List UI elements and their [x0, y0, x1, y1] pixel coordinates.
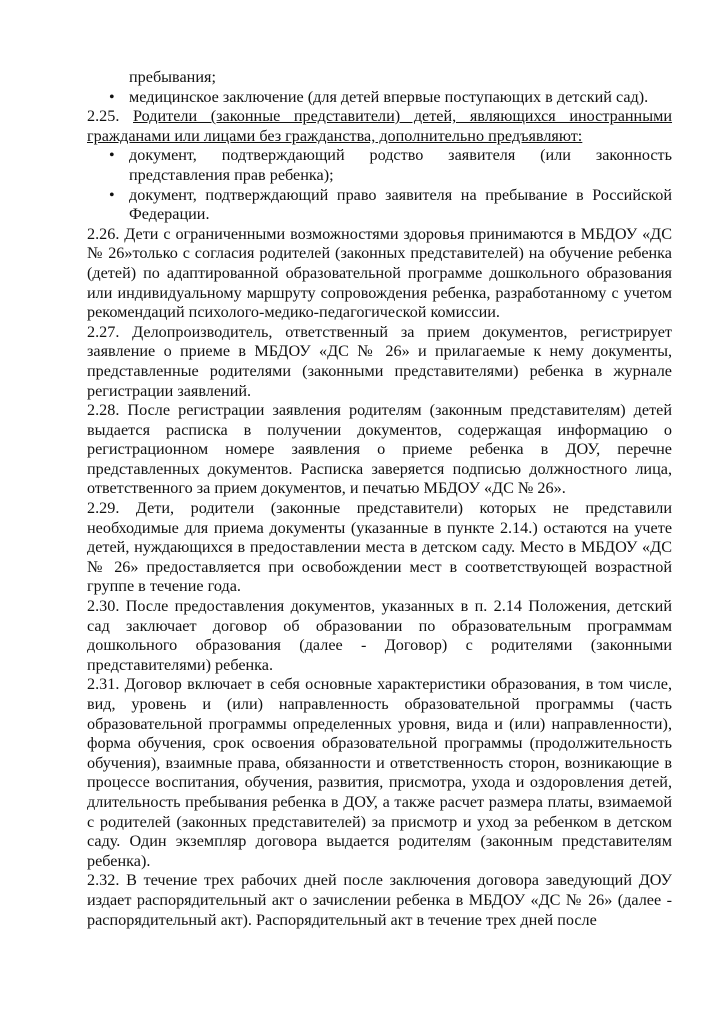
paragraph-2-26: 2.26. Дети с ограниченными возможностями здоровья принимаются в МБДОУ «ДС № 26»только с согласия родителей (законных представителей) на обучение ребенка (детей) по адаптированной образовательной программе дошкольного образования или индивидуальному маршруту сопровождения ребенка, разработанному с учетом рекомендаций психолого-медико-педагогической комиссии. [87, 224, 672, 322]
bullet-item: • документ, подтверждающий родство заявителя (или законность представления прав ребенка); [87, 146, 672, 185]
paragraph-2-29: 2.29. Дети, родители (законные представители) которых не представили необходимые для приема документы (указанные в пункте 2.14.) остаются на учете детей, нуждающихся в предоставлении места в детском саду. Место в МБДОУ «ДС № 26» предоставляется при освобождении мест в соответствующей возрастной группе в течение года. [87, 499, 672, 596]
paragraph-2-31: 2.31. Договор включает в себя основные характеристики образования, в том числе, вид, уровень и (или) направленность образовательной программы (часть образовательной программы определенных уровня, вида и (или) направленности), форма обучения, срок освоения образовательной программы (продолжительность обучения), взаимные права, обязанности и ответственность сторон, возникающие в процессе воспитания, обучения, развития, присмотра, ухода и оздоровления детей, длительность пребывания ребенка в ДОУ, а также расчет размера платы, взимаемой с родителей (законных представителей) за присмотр и уход за ребенком в детском саду. Один экземпляр договора выдается родителям (законным представителям ребенка). [87, 675, 672, 870]
document-page [87, 68, 672, 930]
bullet-list-a [87, 88, 672, 108]
bullet-list-b [87, 146, 672, 224]
paragraph-2-25 [87, 107, 672, 146]
bullet-item: • документ, подтверждающий право заявителя на пребывание в Российской Федерации. [87, 186, 672, 225]
bullet-item: • медицинское заключение (для детей впервые поступающих в детский сад). [87, 88, 672, 108]
paragraph-number: 2.25. [87, 107, 120, 126]
paragraph-2-30: 2.30. После предоставления документов, указанных в п. 2.14 Положения, детский сад заключает договор об образовании по образовательным программам дошкольного образования (далее - Договор) с родителями (законными представителями) ребенка. [87, 597, 672, 674]
continuation-line: пребывания; [129, 68, 216, 86]
paragraph-2-32: 2.32. В течение трех рабочих дней после заключения договора заведующий ДОУ издает распорядительный акт о зачислении ребенка в МБДОУ «ДС № 26» (далее - распорядительный акт). Распорядительный акт в течение трех дней после [87, 871, 672, 929]
paragraph-2-27: 2.27. Делопроизводитель, ответственный за прием документов, регистрирует заявление о приеме в МБДОУ «ДС № 26» и прилагаемые к нему документы, представленные родителями (законными представителями) ребенка в журнале регистрации заявлений. [87, 322, 672, 400]
underlined-text: Родители (законные представители) детей, являющихся иностранными гражданами или лицами без гражданства, дополнительно предъявляют: [87, 107, 673, 145]
paragraph-2-28: 2.28. После регистрации заявления родителям (законным представителям) детей выдается расписка в получении документов, содержащая информацию о регистрационном номере заявления о приеме ребенка в ДОУ, перечне представленных документов. Расписка заверяется подписью должностного лица, ответственного за прием документов, и печатью МБДОУ «ДС № 26». [87, 401, 672, 498]
